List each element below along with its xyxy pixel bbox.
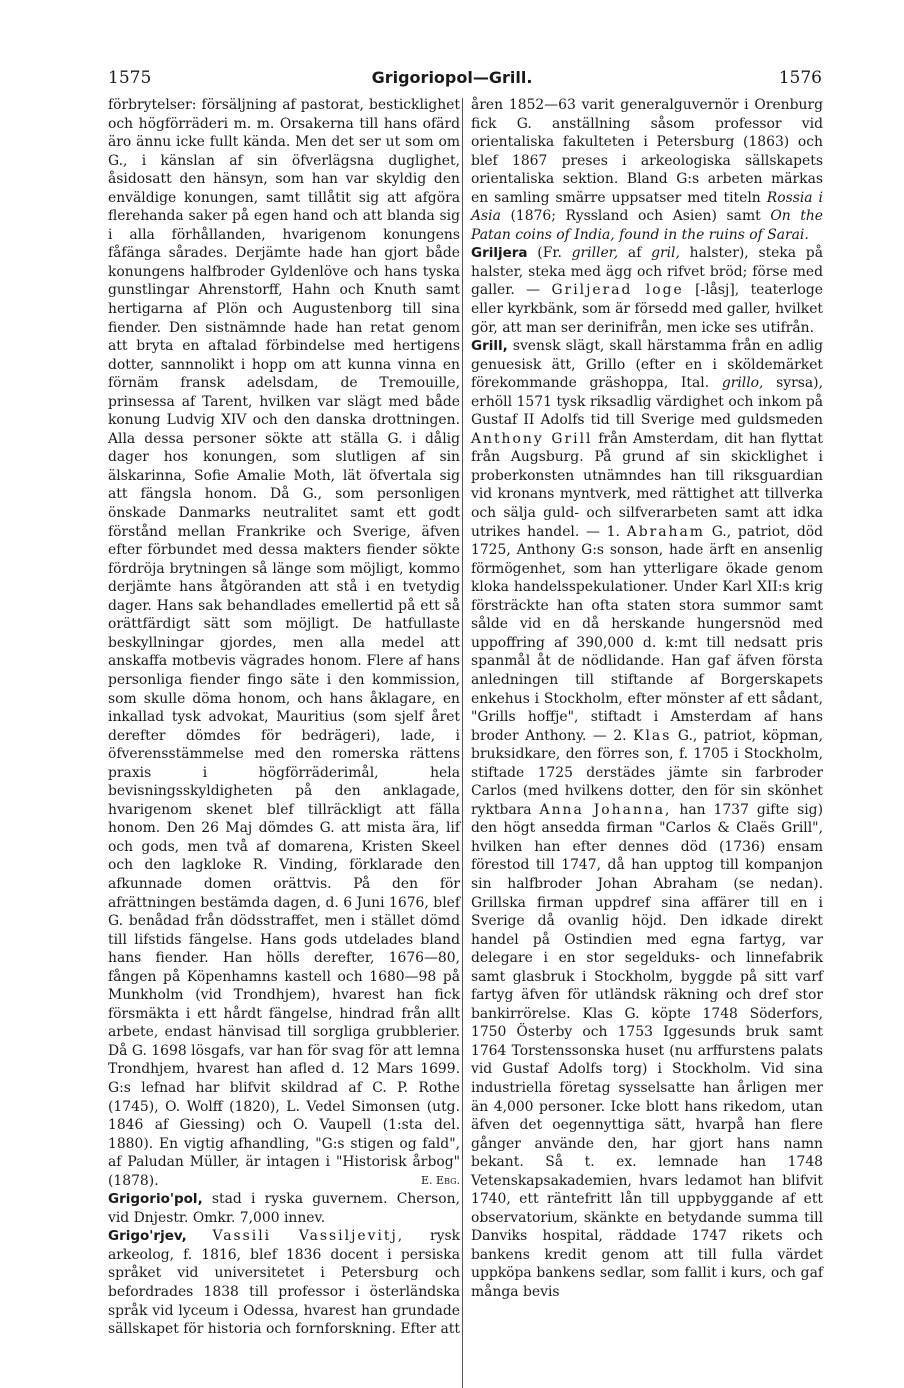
paragraph-text: förbrytelser: försäljning af pastorat, besticklighet och högförräderi m. m. Orsakerna till hans ofärd äro ännu icke fullt kända. Men det ser ut som om G., i känslan af sin öfverlägsna duglighet, åsidosatt den hänsyn, som han var skyldig den enväldige konungen, samt tillåtit sig att afgöra flerehanda saker på egen hand och att blanda sig i alla förhållanden, hvarigenom konungens fåfänga sårades. Derjämte hade han gjort både konungens halfbroder Gyldenlöve och hans tyska gunstlingar Ahrenstorff, Hahn och Knuth samt hertigarna af Plön och Augustenborg till sina fiender. Den sistnämnde hade han retat genom att bryta en aftalad förbindelse med hertigens dotter, sannnolikt i hopp om att kunna vinna en förnäm fransk adelsdam, de Tremouille, prinsessa af Tarent, hvilken var slägt med både konung Ludvig XIV och den danska drottningen. Alla dessa personer sökte att ställa G. i dålig dager hos konungen, som slutligen af sin älskarinna, Sofie Amalie Moth, lät öfvertala sig att fängsla honom. Då G., som personligen önskade Danmarks neutralitet samt ett godt förstånd mellan Frankrike och Sverige, äfven efter förbundet med dessa makters fiender sökte fördröja brytningen så länge som möjligt, kommo derjämte hans åtgöranden att stå i en tvetydig dager. Hans sak behandlades emellertid på ett så orättfärdigt sätt som möjligt. De hatfullaste beskyllningar gjordes, men alla medel att anskaffa motbevis vägrades honom. Flere af hans personliga fiender fingo säte i den kommission, som skulle döma honom, och hans åklagare, en inkallad tysk advokat, Mauritius (som sjelf året derefter dömdes för bedrägeri), lade, i öfverensstämmelse med den romerska rättens praxis i högförräderimål, hela bevisningsskyldigheten på den anklagade, hvarigenom skenet blef tillräckligt att fälla honom. Den 26 Maj dömdes G. att mista ära, lif och gods, men två af domarena, Kristen Skeel och den lagkloke R. Vinding, förklarade den afkunnade domen orättvis. På den för afrättningen bestämda dagen, d. 6 Juni 1676, blef G. benådad från dödsstraffet, men i stället dömd till lifstids fängelse. Hans gods utdelades bland hans fiender. Han hölls derefter, 1676—80, fången på Köpenhamns kastell och 1680—98 på Munkholm (vid Trondhjem), hvarest han fick försmäkta i ett hårdt fängelse, hindrad från allt arbete, endast hänvisad till sorgliga grubblerier. Då G. 1698 lösgafs, var han för svag för att lemna Trondhjem, hvarest han afled d. 12 Mars 1699. G:s lefnad har blifvit skildrad af C. P. Rothe (1745), O. Wolff (1820), L. Vedel Simonsen (utg. 1846 af Giessing) och O. Vaupell (1:sta del. 1880). En vigtig afhandling, "G:s stigen og fald", af Paludan Müller, är intagen i "Historisk årbog" (1878).	[108, 97, 460, 1189]
entry-headword: Griljera	[471, 245, 528, 262]
entry-person-name: Vassili Vassiljevitj,	[212, 1228, 405, 1245]
running-title: Grigoriopol—Grill.	[371, 68, 533, 87]
left-column	[108, 96, 460, 1339]
text-run: [-låsj], teaterloge eller kyrkbänk, som är försedd med galler, hvilket gör, att man ser derinifrån, men icke ses utifrån.	[471, 282, 824, 336]
italic-word: grillo,	[721, 375, 764, 392]
right-column	[471, 96, 823, 1302]
paragraph-continued	[108, 96, 460, 1190]
entry-headword: Grigo'rjev,	[108, 1228, 187, 1245]
spaced-person-name: Klas	[633, 727, 672, 744]
italic-title: Rossia i Asia	[471, 189, 823, 225]
entry-grigoriopol	[108, 1190, 460, 1227]
entry-grigorjev	[108, 1227, 460, 1338]
entry-grill	[471, 337, 823, 1301]
text-run: G., patriot, köpman, bruksidkare, den förres son, f. 1705 i Stockholm, stiftade 1725 derstädes jämte sin farbroder Carlos (med hvilkens dotter, den för sin skönhet ryktbara	[471, 727, 823, 818]
text-run: (1876; Ryssland och Asien) samt	[500, 208, 771, 225]
entry-headword: Grill,	[471, 338, 508, 355]
author-signature: E. Ebg.	[421, 1173, 460, 1187]
spaced-term: Griljerad loge	[551, 282, 684, 299]
italic-title: On the Patan coins of India, found in the ruins of Sarai.	[471, 208, 824, 243]
text-run: han 1737 gifte sig) den högt ansedda firman "Carlos & Claës Grill", hvilken han efter dennes död (1736) ensam förestod till 1747, då han upptog till kompanjon sin halfbroder Johan Abraham (se nedan). Grillska firman uppdref sina affärer till en i Sverige då ovanlig höjd. Den idkade direkt handel på Ostindien med egna fartyg, var delegare i en stor segelduks- och linnefabrik samt glasbruk i Stockholm, byggde på sitt varf fartyg äfven för utländsk räkning och dref stor bankirrörelse. Klas G. köpte 1748 Söderfors, 1750 Österby och 1753 Iggesunds bruk samt 1764 Torstenssonska huset (nu arffurstens palats vid Gustaf Adolfs torg) i Stockholm. Vid sina industriella företag sysselsatte han årligen mer än 4,000 personer. Icke blott hans rikedom, utan äfven det oegennyttiga sätt, hvarpå han flere gånger använde den, har gjort hans namn bekant. Så t. ex. lemnade han 1748 Vetenskapsakademien, hvars ledamot han blifvit 1740, ett räntefritt lån till uppbyggande af ett observatorium, skänkte en betydande summa till Danviks hospital, räddade 1747 rikets och bankens kredit genom att till fulla värdet uppköpa bankens sedlar, som fallit i kurs, och gaf många bevis	[471, 801, 823, 1300]
italic-word: griller,	[571, 245, 619, 262]
page-number-left: 1575	[108, 68, 152, 88]
text-run: svensk slägt, skall härstamma från en adlig genuesisk ätt, Grillo (efter en i sköldemärket förekommande gräshoppa, Ital.	[471, 338, 823, 392]
column-divider	[462, 98, 463, 1388]
spaced-person-name: Anna Johanna,	[539, 801, 672, 818]
entry-griljera	[471, 244, 823, 337]
entry-text: stad i ryska guvernem. Cherson, vid Dnjestr. Omkr. 7,000 innev.	[108, 1191, 460, 1226]
running-header	[0, 68, 904, 90]
paragraph-continued	[471, 96, 823, 244]
text-run: syrsa), erhöll 1571 tysk riksadlig värdighet och inkom på Gustaf II Adolfs tid till Sverige med guldsmeden	[471, 375, 823, 429]
text-run: halster), steka på halster, steka med ägg och rifvet bröd; förse med galler. —	[471, 245, 823, 299]
text-run: af	[618, 245, 652, 262]
spaced-person-name: Abraham	[626, 523, 705, 540]
italic-word: gril,	[651, 245, 680, 262]
entry-text: rysk arkeolog, f. 1816, blef 1836 docent i persiska språket vid universitetet i Petersburg och befordrades 1838 till professor i österländska språk vid lyceum i Odessa, hvarest han grundade sällskapet för historia och fornforskning. Efter att	[108, 1228, 461, 1338]
spaced-person-name: Anthony Grill	[471, 430, 593, 447]
text-run: åren 1852—63 varit generalguvernör i Orenburg fick G. anställning såsom professor vid orientaliska fakulteten i Petersburg (1863) och blef 1867 preses i arkeologiska sällskapets orientaliska sektion. Bland G:s arbeten märkas en samling smärre uppsatser med titeln	[471, 97, 823, 206]
text-run: från Amsterdam, dit han flyttat från Augsburg. På grund af sin skicklighet i proberkonsten utnämndes han till riksguardian vid kronans myntverk, med rättighet att tillverka och sälja guld- och silfverarbeten samt att idka utrikes handel. — 1.	[471, 430, 823, 540]
text-run: G., patriot, död 1725, Anthony G:s sonson, hade ärft en ansenlig förmögenhet, som han ytterligare ökade genom kloka handelsspekulationer. Under Karl XII:s krig försträckte han ofta staten stora summor samt sålde vid en då herskande hungersnöd med uppoffring af 390,000 d. k:mt till nedsatt pris spanmål åt de nödlidande. Han gaf äfven första anledningen till stiftande af Borgerskapets enkehus i Stockholm, efter mönster af ett sådant, "Grills hoffje", stiftadt i Amsterdam af hans broder Anthony. — 2.	[471, 523, 824, 744]
text-run: (Fr.	[527, 245, 572, 262]
page-number-right: 1576	[778, 68, 822, 88]
entry-headword: Grigorio'pol,	[108, 1191, 203, 1208]
